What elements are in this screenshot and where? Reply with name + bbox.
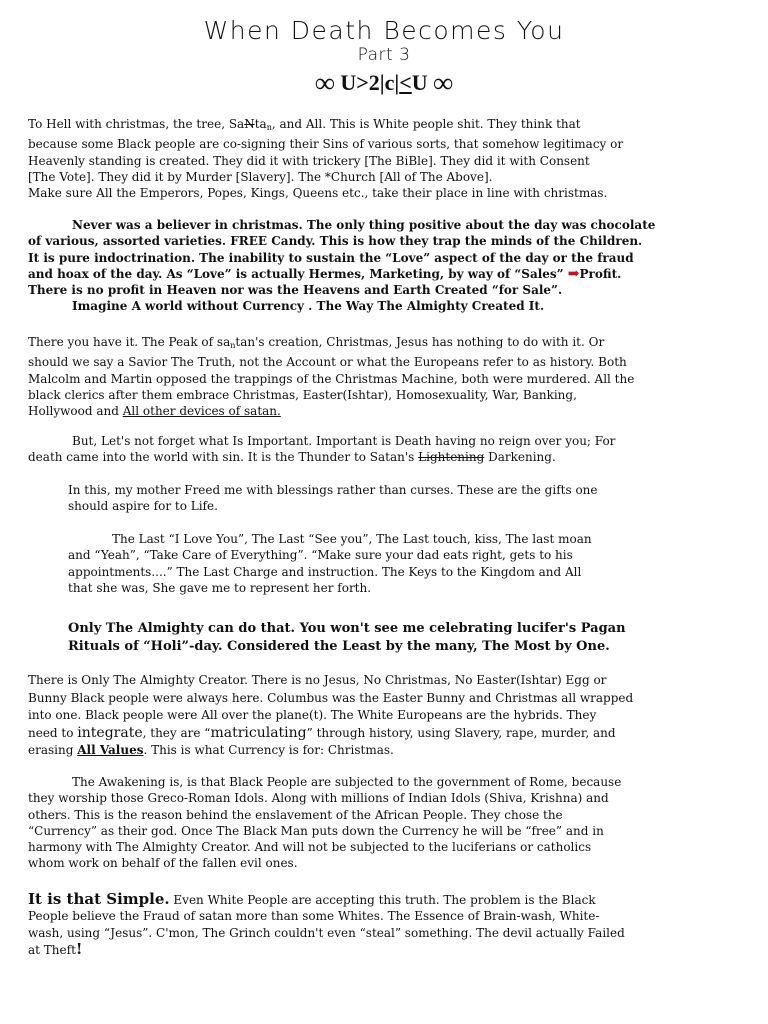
p4-l2-b: Darkening.: [484, 450, 556, 465]
p7-line-2: Rituals of “Holi”-day. Considered the Least by the many, The Most by One.: [68, 639, 610, 654]
p9-line-2: they worship those Greco-Roman Idols. Along with millions of Indian Idols (Shiva, Krishna) and: [28, 791, 609, 806]
p8-l5-all-values: All Values: [77, 743, 144, 757]
p3-l1-a: There you have it. The Peak of sa: [28, 335, 231, 349]
p10-l4-a: at Theft: [28, 942, 76, 957]
p2-line-4: [28, 266, 655, 282]
paragraph-5: [68, 482, 598, 515]
infinity-left-icon: ∞: [314, 68, 335, 99]
p10-line-4: [28, 941, 625, 958]
p3-line-2: should we say a Savior The Truth, not the Account or what the Europeans refer to as history. Both: [28, 355, 627, 370]
p1-l1-sub: n: [266, 123, 272, 132]
p4-l2-a: death came into the world with sin. It is the Thunder to Satan's: [28, 450, 419, 465]
p8-line-5: [28, 742, 633, 760]
p9-line-6: whom work on behalf of the fallen evil ones.: [28, 856, 298, 871]
p2-line-6: Imagine A world without Currency . The Way The Almighty Created It.: [72, 299, 545, 314]
p3-line-4: black clerics after them embrace Christmas, Easter(Ishtar), Homosexuality, War, Banking,: [28, 387, 577, 402]
paragraph-2: [28, 217, 655, 315]
p9-line-3: others. This is the reason behind the enslavement of the African People. They chose the: [28, 807, 563, 822]
paragraph-3: [28, 334, 634, 419]
p3-l5-a: Hollywood and: [28, 404, 123, 419]
p7-line-1: Only The Almighty can do that. You won't see me celebrating lucifer's Pagan: [68, 621, 626, 636]
p9-line-1: The Awakening is, is that Black People are subjected to the government of Rome, because: [72, 775, 622, 789]
paragraph-9: [28, 774, 621, 872]
p8-l5-b: . This is what Currency is for: Christmas.: [143, 743, 394, 757]
p9-line-4: “Currency” as their god. Once The Black Man puts down the Currency he will be “free” and in: [28, 823, 604, 838]
p3-l1-sub: n: [230, 341, 236, 350]
emblem-text-c: U: [411, 70, 428, 95]
title-emblem: [0, 68, 768, 100]
p1-line-2: because some Black people are co-signing their Sins of various sorts, that somehow legitimacy or: [28, 137, 624, 152]
p10-line-1: [28, 891, 625, 908]
p10-line-3: wash, using “Jesus”. C'mon, The Grinch couldn't even “steal” something. The devil actually Failed: [28, 925, 625, 940]
p6-line-1: The Last “I Love You”, The Last “See you”, The Last touch, kiss, The last moan: [112, 532, 592, 546]
p8-line-4: [28, 725, 633, 743]
paragraph-8: [28, 672, 633, 760]
paragraph-4: [28, 433, 615, 466]
p10-l1-simple: It is that Simple.: [28, 890, 170, 908]
p2-line-2: of various, assorted varieties. FREE Candy. This is how they trap the minds of the Children.: [28, 234, 643, 249]
paragraph-10: [28, 891, 625, 958]
p5-line-1: In this, my mother Freed me with blessings rather than curses. These are the gifts one: [68, 483, 598, 497]
p8-line-3: into one. Black people were All over the plane(t). The White Europeans are the hybrids. They: [28, 708, 597, 722]
p1-line-3: Heavenly standing is created. They did it with trickery [The BiBle]. They did it with Consent: [28, 153, 590, 168]
p3-l1-b: tan's creation, Christmas, Jesus has nothing to do with it. Or: [235, 335, 605, 349]
paragraph-6: [68, 531, 592, 596]
p1-l1-n: N: [244, 117, 255, 131]
p8-l4-matriculating: matriculating: [210, 724, 307, 741]
p9-line-5: harmony with The Almighty Creator. And will not be subjected to the luciferians or catholics: [28, 840, 592, 855]
p3-line-1: [28, 334, 634, 354]
p1-l1-c: , and All. This is White people shit. They think that: [271, 117, 581, 131]
p2-line-3: It is pure indoctrination. The inability to sustain the “Love” aspect of the day or the fraud: [28, 250, 634, 265]
p8-line-2: Bunny Black people were always here. Columbus was the Easter Bunny and Christmas all wrapped: [28, 690, 634, 705]
p1-l1-b: ta: [254, 117, 267, 131]
p6-line-2: and “Yeah”, “Take Care of Everything”. “Make sure your dad eats right, gets to his: [68, 548, 573, 563]
p2-l4-end: Profit.: [579, 266, 622, 281]
p2-l4-text: and hoax of the day. As “Love” is actually Hermes, Marketing, by way of “Sales”: [28, 266, 564, 281]
document-title: When Death Becomes You: [203, 16, 565, 45]
p6-line-3: appointments....” The Last Charge and instruction. The Keys to the Kingdom and All: [68, 564, 582, 579]
p1-line-4: [The Vote]. They did it by Murder [Slavery]. The *Church [All of The Above].: [28, 169, 493, 184]
p8-l4-b: , they are “: [142, 725, 211, 740]
p4-line-1: But, Let's not forget what Is Important. Important is Death having no reign over you; For: [72, 434, 616, 448]
p5-line-2: should aspire for to Life.: [68, 499, 218, 514]
p10-l4-bang: !: [75, 939, 83, 958]
emblem-text-a: U>2|c|: [340, 70, 400, 95]
p6-line-4: that she was, She gave me to represent her forth.: [68, 580, 372, 595]
paragraph-7: [68, 620, 626, 656]
paragraph-1: [28, 116, 623, 201]
p1-line-5: Make sure All the Emperors, Popes, Kings, Queens etc., take their place in line with christmas.: [28, 186, 608, 201]
p1-line-1: [28, 116, 623, 136]
p8-l4-integrate: integrate: [77, 724, 143, 741]
p1-l1-a: To Hell with christmas, the tree, Sa: [28, 117, 245, 131]
p8-l4-a: need to: [28, 725, 78, 740]
infinity-right-icon: ∞: [433, 68, 454, 99]
p10-l1-rest: Even White People are accepting this truth. The problem is the Black: [169, 893, 596, 907]
red-arrow-icon: ➡: [567, 265, 580, 282]
p3-l5-underlined: All other devices of satan.: [122, 404, 281, 419]
p8-line-1: There is Only The Almighty Creator. There is no Jesus, No Christmas, No Easter(Ishtar) Egg or: [28, 673, 607, 687]
p8-l4-c: ” through history, using Slavery, rape, murder, and: [306, 725, 616, 740]
p4-line-2: [28, 449, 615, 465]
p10-line-2: People believe the Fraud of satan more than some Whites. The Essence of Brain-wash, White-: [28, 909, 600, 924]
p8-l5-a: erasing: [28, 743, 78, 757]
p2-line-1: Never was a believer in christmas. The only thing positive about the day was chocolate: [72, 218, 656, 232]
emblem-text-b: <: [399, 70, 412, 95]
document-part-label: Part 3: [357, 45, 411, 65]
p3-line-3: Malcolm and Martin opposed the trappings of the Christmas Machine, both were murdered. All the: [28, 371, 635, 386]
p4-l2-strike: Lightening: [418, 450, 485, 465]
p2-line-5: There is no profit in Heaven nor was the Heavens and Earth Created “for Sale”.: [28, 283, 563, 298]
p3-line-5: [28, 403, 634, 419]
